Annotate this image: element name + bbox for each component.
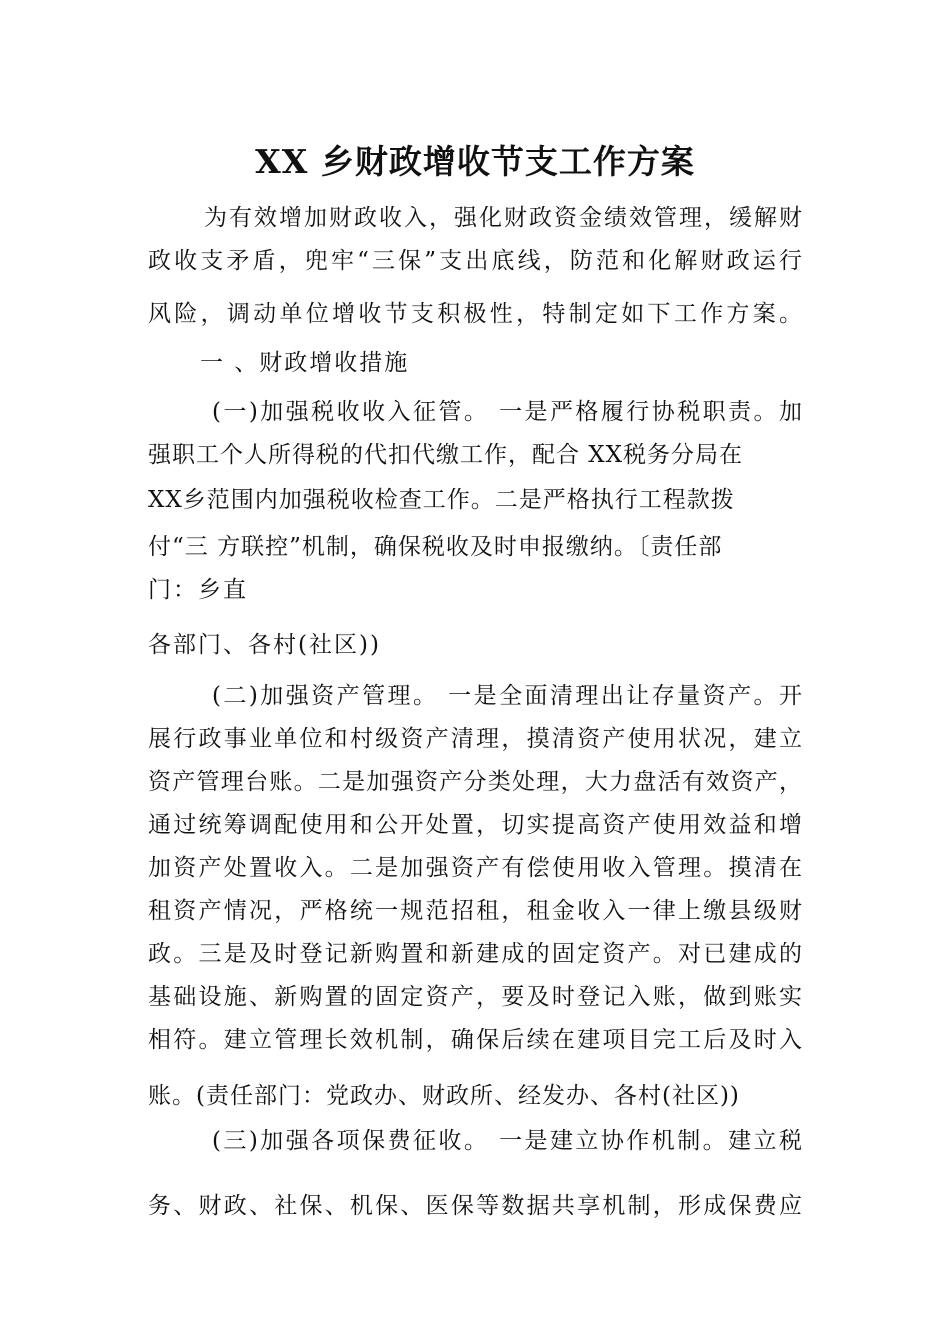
subsection-1-line-1: (一)加强税收收入征管。 一是严格履行协税职责。加 xyxy=(212,399,802,425)
subsection-2-line-1: (二)加强资产管理。 一是全面清理出让存量资产。开 xyxy=(212,683,802,709)
subsection-1-line-4: 付“三 方联控”机制，确保税收及时申报缴纳。〔责任部 xyxy=(148,534,723,560)
paragraph-intro-line-3: 风险，调动单位增收节支积极性，特制定如下工作方案。 xyxy=(148,301,802,327)
subsection-2-line-6: 租资产情况，严格统一规范招租，租金收入一律上缴县级财 xyxy=(148,898,802,924)
section-heading-1: 一 、财政增收措施 xyxy=(200,350,410,376)
subsection-2-line-9: 相符。建立管理长效机制，确保后续在建项目完工后及时入 xyxy=(148,1027,802,1053)
paragraph-intro-line-1: 为有效增加财政收入，强化财政资金绩效管理，缓解财 xyxy=(204,205,804,231)
subsection-1-line-2: 强职工个人所得税的代扣代缴工作，配合 XX税务分局在 xyxy=(148,442,744,468)
subsection-1-line-3: XX乡范围内加强税收检查工作。二是严格执行工程款拨 xyxy=(148,487,735,513)
subsection-2-line-2: 展行政事业单位和村级资产清理，摸清资产使用状况，建立 xyxy=(148,726,802,752)
subsection-2-line-3: 资产管理台账。二是加强资产分类处理，大力盘活有效资产， xyxy=(148,769,802,795)
subsection-2-line-10: 账。(责任部门：党政办、财政所、经发办、各村(社区)) xyxy=(148,1083,740,1109)
subsection-1-line-5: 门：乡直 xyxy=(148,577,248,603)
subsection-2-line-5: 加资产处置收入。二是加强资产有偿使用收入管理。摸清在 xyxy=(148,855,802,881)
document-title: XX 乡财政增收节支工作方案 xyxy=(255,142,695,181)
subsection-2-line-7: 政。三是及时登记新购置和新建成的固定资产。对已建成的 xyxy=(148,941,802,967)
subsection-3-line-2: 务、财政、社保、机保、医保等数据共享机制，形成保费应 xyxy=(148,1193,802,1219)
subsection-2-line-4: 通过统筹调配使用和公开处置，切实提高资产使用效益和增 xyxy=(148,812,802,838)
subsection-2-line-8: 基础设施、新购置的固定资产，要及时登记入账，做到账实 xyxy=(148,984,802,1010)
subsection-1-line-6: 各部门、各村(社区)) xyxy=(148,632,381,658)
subsection-3-line-1: (三)加强各项保费征收。 一是建立协作机制。建立税 xyxy=(212,1128,802,1154)
paragraph-intro-line-2: 政收支矛盾，兜牢“三保”支出底线，防范和化解财政运行 xyxy=(148,248,802,274)
